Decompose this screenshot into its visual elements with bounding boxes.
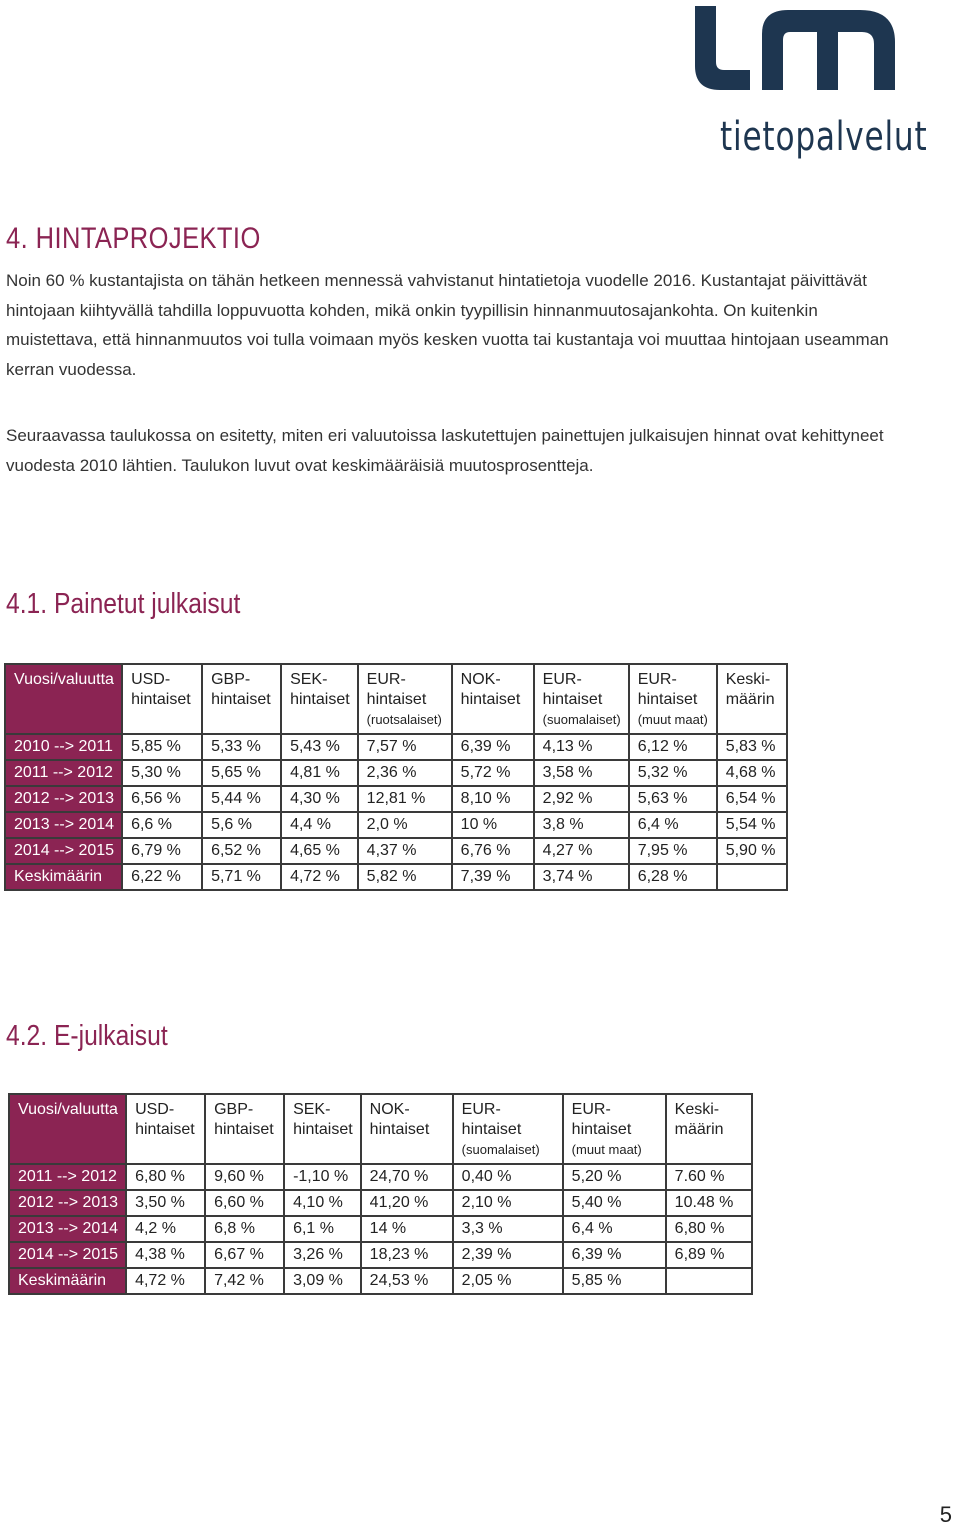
value-cell: 6,4 % bbox=[629, 812, 717, 838]
value-cell: 3,8 % bbox=[534, 812, 629, 838]
value-cell: 41,20 % bbox=[361, 1190, 453, 1216]
value-cell: 6,67 % bbox=[205, 1242, 284, 1268]
value-cell: 6,89 % bbox=[666, 1242, 752, 1268]
header-cell: GBP- hintaiset bbox=[205, 1094, 284, 1164]
intro-paragraph: Noin 60 % kustantajista on tähän hetkeen mennessä vahvistanut hintatietoja vuodelle 2016. Kustantajat päivittävät hintojaan kiihtyvällä tahdilla loppuvuotta kohden, mikä onkin tyypillisin hinnanmuutosajankohta. On kuitenkin muistettava, että hinnanmuutos voi tulla voimaan myös kesken vuotta tai kustantaja voi muuttaa hintojaan useamman kerran vuodessa. bbox=[6, 271, 889, 379]
header-cell: USD- hintaiset bbox=[126, 1094, 205, 1164]
value-cell: 5,72 % bbox=[452, 760, 534, 786]
table-row bbox=[9, 1216, 752, 1242]
printed-section-title: 4.1. Painetut julkaisut bbox=[6, 588, 241, 620]
header-cell: GBP- hintaiset bbox=[202, 664, 281, 734]
value-cell: 2,92 % bbox=[534, 786, 629, 812]
value-cell: 2,0 % bbox=[358, 812, 452, 838]
value-cell: 4,4 % bbox=[281, 812, 358, 838]
value-cell: 5,65 % bbox=[202, 760, 281, 786]
value-cell: 4,72 % bbox=[126, 1268, 205, 1294]
table-row bbox=[9, 1242, 752, 1268]
table-intro-paragraph: Seuraavassa taulukossa on esitetty, miten eri valuutoissa laskutettujen painettujen julkaisujen hinnat ovat kehittyneet vuodesta 2010 lähtien. Taulukon luvut ovat keskimääräisiä muutosprosentteja. bbox=[6, 426, 884, 475]
row-label: 2011 --> 2012 bbox=[5, 760, 122, 786]
value-cell: 5,85 % bbox=[563, 1268, 666, 1294]
logo-subtitle: tietopalvelut bbox=[720, 114, 928, 160]
value-cell: 4,65 % bbox=[281, 838, 358, 864]
value-cell: 6,52 % bbox=[202, 838, 281, 864]
row-label: 2012 --> 2013 bbox=[5, 786, 122, 812]
value-cell: 5,54 % bbox=[717, 812, 787, 838]
value-cell: 5,63 % bbox=[629, 786, 717, 812]
value-cell: 6,80 % bbox=[126, 1164, 205, 1190]
header-cell: NOK- hintaiset bbox=[361, 1094, 453, 1164]
value-cell: 3,09 % bbox=[284, 1268, 361, 1294]
header-cell: EUR- hintaiset (suomalaiset) bbox=[453, 1094, 563, 1164]
value-cell: 0,40 % bbox=[453, 1164, 563, 1190]
value-cell: 5,83 % bbox=[717, 734, 787, 760]
header-cell: Keski- määrin bbox=[666, 1094, 752, 1164]
value-cell: 7,42 % bbox=[205, 1268, 284, 1294]
value-cell: 24,70 % bbox=[361, 1164, 453, 1190]
table-header-row bbox=[9, 1094, 752, 1164]
value-cell: 18,23 % bbox=[361, 1242, 453, 1268]
row-label: 2011 --> 2012 bbox=[9, 1164, 126, 1190]
value-cell: 8,10 % bbox=[452, 786, 534, 812]
row-label: Keskimäärin bbox=[5, 864, 122, 890]
value-cell bbox=[717, 864, 787, 890]
value-cell: 6,1 % bbox=[284, 1216, 361, 1242]
ejulkaisut-section-title: 4.2. E-julkaisut bbox=[6, 1020, 168, 1052]
value-cell: 6,6 % bbox=[122, 812, 202, 838]
value-cell: 10.48 % bbox=[666, 1190, 752, 1216]
table-row bbox=[5, 786, 787, 812]
value-cell: 4,30 % bbox=[281, 786, 358, 812]
value-cell: 5,85 % bbox=[122, 734, 202, 760]
value-cell: 6,22 % bbox=[122, 864, 202, 890]
value-cell: 7,39 % bbox=[452, 864, 534, 890]
row-label: 2014 --> 2015 bbox=[5, 838, 122, 864]
header-cell: EUR- hintaiset (ruotsalaiset) bbox=[358, 664, 452, 734]
value-cell: 4,72 % bbox=[281, 864, 358, 890]
value-cell: 4,37 % bbox=[358, 838, 452, 864]
page-number: 5 bbox=[939, 1502, 952, 1527]
table-row bbox=[9, 1190, 752, 1216]
value-cell: 6,60 % bbox=[205, 1190, 284, 1216]
table-row bbox=[5, 838, 787, 864]
value-cell: 14 % bbox=[361, 1216, 453, 1242]
table-row bbox=[5, 734, 787, 760]
value-cell: 9,60 % bbox=[205, 1164, 284, 1190]
value-cell: 7,57 % bbox=[358, 734, 452, 760]
row-label: Keskimäärin bbox=[9, 1268, 126, 1294]
header-cell: EUR- hintaiset (muut maat) bbox=[563, 1094, 666, 1164]
value-cell: 6,12 % bbox=[629, 734, 717, 760]
ejulkaisut-price-table bbox=[8, 1093, 753, 1295]
value-cell: 3,50 % bbox=[126, 1190, 205, 1216]
value-cell: 3,74 % bbox=[534, 864, 629, 890]
value-cell: 4,27 % bbox=[534, 838, 629, 864]
value-cell: 5,43 % bbox=[281, 734, 358, 760]
value-cell: 6,54 % bbox=[717, 786, 787, 812]
header-cell: NOK- hintaiset bbox=[452, 664, 534, 734]
value-cell: 6,79 % bbox=[122, 838, 202, 864]
value-cell: 2,10 % bbox=[453, 1190, 563, 1216]
value-cell: 24,53 % bbox=[361, 1268, 453, 1294]
value-cell: 6,8 % bbox=[205, 1216, 284, 1242]
row-label: 2010 --> 2011 bbox=[5, 734, 122, 760]
value-cell: 4,38 % bbox=[126, 1242, 205, 1268]
value-cell: 5,32 % bbox=[629, 760, 717, 786]
value-cell: 2,05 % bbox=[453, 1268, 563, 1294]
value-cell bbox=[666, 1268, 752, 1294]
value-cell: 5,82 % bbox=[358, 864, 452, 890]
value-cell: 4,10 % bbox=[284, 1190, 361, 1216]
value-cell: 5,30 % bbox=[122, 760, 202, 786]
table-row bbox=[9, 1268, 752, 1294]
table-row bbox=[9, 1164, 752, 1190]
value-cell: 5,33 % bbox=[202, 734, 281, 760]
value-cell: 6,39 % bbox=[452, 734, 534, 760]
value-cell: 6,76 % bbox=[452, 838, 534, 864]
value-cell: 6,39 % bbox=[563, 1242, 666, 1268]
value-cell: 3,26 % bbox=[284, 1242, 361, 1268]
value-cell: 6,28 % bbox=[629, 864, 717, 890]
row-label: 2013 --> 2014 bbox=[5, 812, 122, 838]
row-label: 2013 --> 2014 bbox=[9, 1216, 126, 1242]
header-cell: Keski- määrin bbox=[717, 664, 787, 734]
header-cell: Vuosi/valuutta bbox=[9, 1094, 126, 1164]
value-cell: 3,3 % bbox=[453, 1216, 563, 1242]
header-cell: EUR- hintaiset (muut maat) bbox=[629, 664, 717, 734]
value-cell: 6,56 % bbox=[122, 786, 202, 812]
table-row bbox=[5, 812, 787, 838]
value-cell: 2,36 % bbox=[358, 760, 452, 786]
header-cell: SEK- hintaiset bbox=[281, 664, 358, 734]
value-cell: 5,71 % bbox=[202, 864, 281, 890]
value-cell: 7.60 % bbox=[666, 1164, 752, 1190]
header-cell: SEK- hintaiset bbox=[284, 1094, 361, 1164]
value-cell: 6,4 % bbox=[563, 1216, 666, 1242]
section-title: 4. HINTAPROJEKTIO bbox=[6, 222, 261, 255]
value-cell: 4,13 % bbox=[534, 734, 629, 760]
header-cell: USD- hintaiset bbox=[122, 664, 202, 734]
table-row bbox=[5, 864, 787, 890]
value-cell: 5,44 % bbox=[202, 786, 281, 812]
value-cell: 7,95 % bbox=[629, 838, 717, 864]
printed-price-table bbox=[4, 663, 788, 891]
table-row bbox=[5, 760, 787, 786]
value-cell: 2,39 % bbox=[453, 1242, 563, 1268]
value-cell: 4,68 % bbox=[717, 760, 787, 786]
value-cell: 3,58 % bbox=[534, 760, 629, 786]
value-cell: 5,20 % bbox=[563, 1164, 666, 1190]
value-cell: 6,80 % bbox=[666, 1216, 752, 1242]
value-cell: -1,10 % bbox=[284, 1164, 361, 1190]
row-label: 2012 --> 2013 bbox=[9, 1190, 126, 1216]
value-cell: 4,2 % bbox=[126, 1216, 205, 1242]
header-cell: EUR- hintaiset (suomalaiset) bbox=[534, 664, 629, 734]
value-cell: 5,6 % bbox=[202, 812, 281, 838]
row-label: 2014 --> 2015 bbox=[9, 1242, 126, 1268]
value-cell: 12,81 % bbox=[358, 786, 452, 812]
header-cell: Vuosi/valuutta bbox=[5, 664, 122, 734]
value-cell: 4,81 % bbox=[281, 760, 358, 786]
value-cell: 5,90 % bbox=[717, 838, 787, 864]
value-cell: 10 % bbox=[452, 812, 534, 838]
value-cell: 5,40 % bbox=[563, 1190, 666, 1216]
table-header-row bbox=[5, 664, 787, 734]
